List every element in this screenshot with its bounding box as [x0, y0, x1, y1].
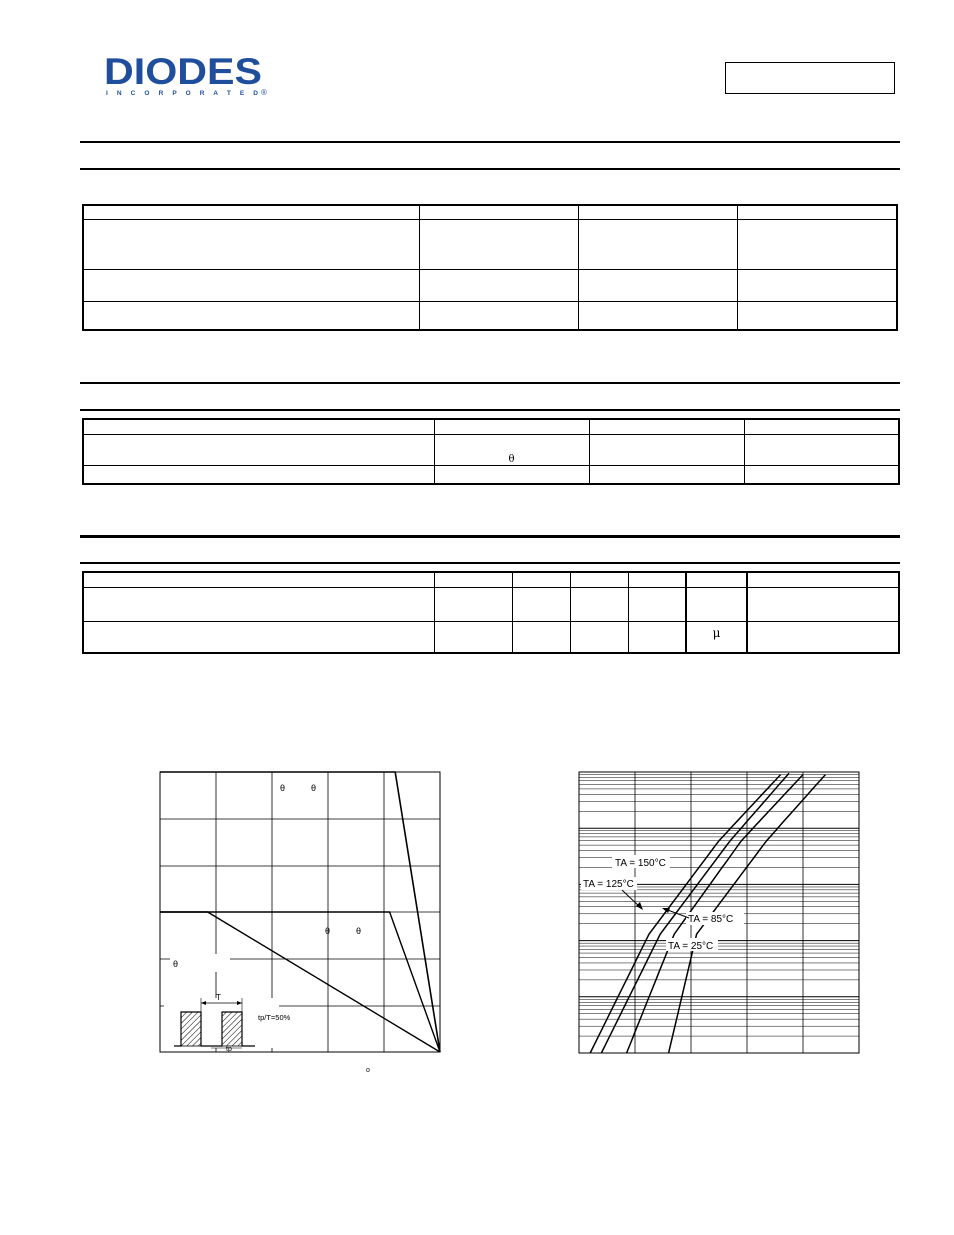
label-125c-text: TA = 125°C — [583, 879, 634, 890]
logo-wordmark: DIODES — [104, 52, 262, 92]
table-row — [83, 572, 899, 587]
theta-label: θ — [311, 783, 317, 793]
label-25c — [666, 938, 718, 952]
period-label: T — [216, 993, 221, 1002]
pulse-block — [222, 1012, 242, 1046]
table-row — [83, 621, 899, 653]
x-unit-mark: o — [366, 1067, 370, 1074]
table-row — [83, 301, 897, 330]
pulse-width-label: tp — [226, 1046, 232, 1053]
table-row — [83, 269, 897, 301]
registered-mark: ® — [261, 88, 267, 97]
table-row — [83, 434, 899, 465]
theta-label: θ — [173, 959, 179, 969]
part-number-box — [725, 62, 895, 94]
table-row — [83, 219, 897, 269]
label-mask — [170, 954, 230, 972]
section-rule-top — [80, 141, 900, 143]
table-row — [83, 465, 899, 484]
forward-characteristic-chart — [568, 760, 868, 1070]
theta-label: θ — [356, 926, 362, 936]
table-row — [83, 419, 899, 434]
section-rule-bottom — [80, 409, 900, 411]
section-rule-bottom — [80, 168, 900, 170]
section-rule-top — [80, 382, 900, 384]
spec-table-3 — [82, 571, 900, 654]
section-rule-bottom — [80, 562, 900, 564]
pulse-block — [181, 1012, 201, 1046]
theta-label: θ — [280, 783, 286, 793]
section-rule-top — [80, 535, 900, 538]
spec-table-2 — [82, 418, 900, 485]
logo-subtext: I N C O R P O R A T E D — [106, 90, 258, 97]
spec-table-1 — [82, 204, 898, 331]
table-row — [83, 205, 897, 219]
label-150c-text: TA = 150°C — [615, 858, 666, 869]
table-row — [83, 587, 899, 621]
label-150c — [612, 855, 670, 869]
pulse-diagram — [164, 993, 291, 1053]
label-25c-text: TA = 25°C — [668, 941, 714, 952]
derating-chart — [150, 760, 450, 1090]
mu-symbol: μ — [712, 625, 721, 640]
label-85c-text: TA = 85°C — [688, 914, 734, 925]
diodes-logo — [104, 52, 274, 98]
theta-label: θ — [325, 926, 331, 936]
theta-symbol: θ — [508, 453, 515, 465]
duty-cycle-label: tp/T=50% — [258, 1013, 291, 1022]
label-125c — [581, 877, 643, 910]
